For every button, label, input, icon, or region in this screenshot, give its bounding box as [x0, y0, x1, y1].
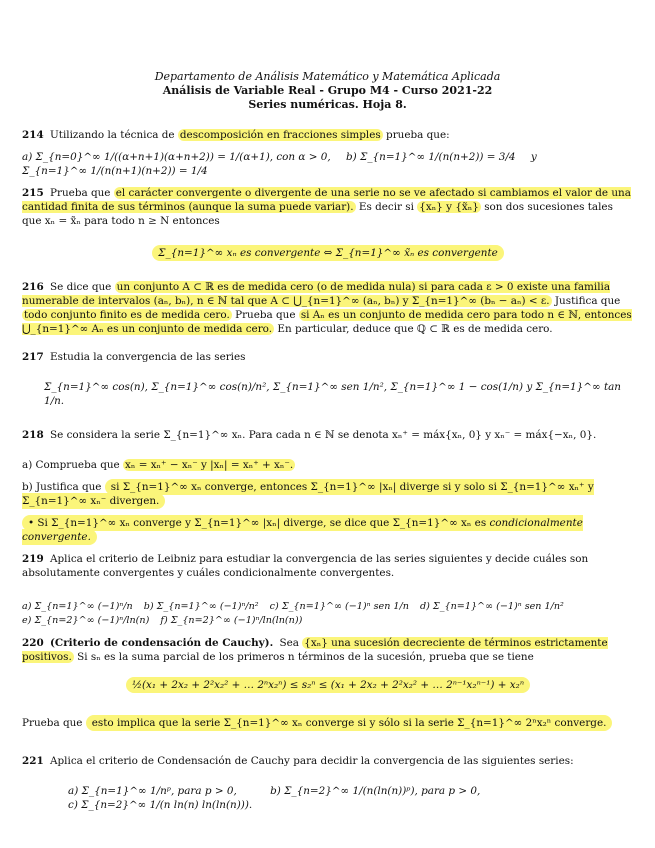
problem-number: 215 — [22, 187, 44, 199]
problem-218 — [22, 428, 634, 442]
problem-219-items — [22, 600, 634, 628]
problem-number: 216 — [22, 281, 44, 293]
text: Aplica el criterio de Condensación de Cauchy para decidir la convergencia de las siguientes series: — [50, 755, 574, 767]
sheet-title: Series numéricas. Hoja 8. — [248, 98, 407, 111]
formula-a: a) Σ_{n=0}^∞ 1/((α+n+1)(α+n+2)) = 1/(α+1), con α > 0, — [22, 151, 331, 163]
item-d: d) Σ_{n=1}^∞ (−1)ⁿ sen 1/n² — [420, 601, 564, 612]
italic-term: condicionalmente convergente. — [22, 517, 583, 543]
problem-title: (Criterio de condensación de Cauchy). — [50, 637, 274, 649]
text: Estudia la convergencia de las series — [50, 351, 246, 363]
course-title: Análisis de Variable Real - Grupo M4 - Curso 2021-22 — [162, 84, 493, 97]
problem-216 — [22, 280, 634, 336]
problem-number: 217 — [22, 351, 44, 363]
item-a: a) Σ_{n=1}^∞ 1/nᵖ, para p > 0, — [68, 785, 237, 797]
highlight: el carácter convergente o divergente de una serie no se ve afectado si cambiamos el valor de una cantidad finita de sus términos (aunque la suma puede variar). — [22, 187, 631, 213]
text: Si sₙ es la suma parcial de los primeros n términos de la sucesión, — [77, 651, 426, 663]
problem-number: 220 — [22, 637, 44, 649]
problem-number: 219 — [22, 553, 44, 565]
highlight: esto implica que la serie Σ_{n=1}^∞ xₙ converge si y sólo si la serie Σ_{n=1}^∞ 2ⁿx₂ⁿ converge. — [86, 715, 613, 731]
text: Se considera la serie Σ_{n=1}^∞ xₙ. Para cada n ∈ ℕ se denota xₙ⁺ = máx{xₙ, 0} y xₙ⁻ = máx{−xₙ, 0}. — [50, 429, 597, 441]
problem-218-c — [22, 516, 634, 544]
highlight: descomposición en fracciones simples — [179, 129, 381, 141]
problem-220-formula — [22, 678, 634, 692]
text: Sea — [279, 637, 299, 649]
text: b) Justifica que — [22, 481, 102, 493]
problem-221-items — [68, 784, 634, 812]
text: Es decir si — [358, 201, 414, 213]
text: Se dice que — [50, 281, 112, 293]
item-b: b) Σ_{n=2}^∞ 1/(n(ln(n))ᵖ), para p > 0, — [270, 785, 481, 797]
highlight: si Aₙ es un conjunto de medida cero para todo n ∈ ℕ, entonces ⋃_{n=1}^∞ Aₙ es un conjunto de medida cero. — [22, 309, 632, 335]
text: son dos sucesiones tales que xₙ = x̃ₙ para todo n ≥ N entonces — [22, 201, 613, 227]
text: Aplica el criterio de Leibniz para estudiar la convergencia de las series siguientes y decide cuáles son absolutamente convergentes y cuáles condicionalmente convergentes. — [22, 553, 589, 579]
text: Utilizando la técnica de — [50, 129, 175, 141]
text: Justifica que — [554, 295, 621, 307]
header — [0, 70, 655, 112]
highlight: {xₙ} y {x̃ₙ} — [419, 201, 479, 213]
text: En particular, deduce que ℚ ⊂ ℝ es de medida cero. — [277, 323, 553, 335]
highlight: xₙ = xₙ⁺ − xₙ⁻ y |xₙ| = xₙ⁺ + xₙ⁻. — [125, 459, 294, 471]
text: a) Comprueba que — [22, 459, 120, 471]
problem-number: 221 — [22, 755, 44, 767]
problem-215 — [22, 186, 634, 228]
formula-c: Σ_{n=1}^∞ 1/(n(n+1)(n+2)) = 1/4 — [22, 165, 208, 177]
highlight: si Σ_{n=1}^∞ xₙ converge, entonces Σ_{n=1}^∞ |xₙ| diverge si y solo si Σ_{n=1}^∞ xₙ⁺ y Σ_{n=1}^∞ xₙ⁻ divergen. — [22, 481, 594, 507]
problem-215-formula — [22, 246, 634, 260]
text: prueba que: — [386, 129, 450, 141]
highlight: un conjunto A ⊂ ℝ es de medida cero (o de medida nula) si para cada ε > 0 existe una familia numerable de intervalos (aₙ, bₙ), n ∈ ℕ tal que A ⊂ ⋃_{n=1}^∞ (aₙ, bₙ) y Σ_{n=1}^∞ (bₙ − aₙ) < ε. — [22, 281, 611, 307]
text: Prueba que — [50, 187, 111, 199]
text: prueba que se tiene — [429, 651, 534, 663]
problem-214-formulas — [22, 150, 634, 178]
highlight: {xₙ} una sucesión decreciente de términos estrictamente positivos. — [22, 637, 608, 663]
highlight-formula: ½(x₁ + 2x₂ + 2²x₂² + … 2ⁿx₂ⁿ) ≤ s₂ⁿ ≤ (x₁ + 2x₂ + 2²x₂² + … 2ⁿ⁻¹x₂ⁿ⁻¹) + x₂ⁿ — [126, 677, 530, 693]
item-f: f) Σ_{n=2}^∞ (−1)ⁿ/ln(ln(n)) — [160, 615, 303, 626]
item-c: c) Σ_{n=2}^∞ 1/(n ln(n) ln(ln(n))). — [68, 799, 253, 811]
highlight: todo conjunto finito es de medida cero. — [24, 309, 230, 321]
item-a: a) Σ_{n=1}^∞ (−1)ⁿ/n — [22, 601, 133, 612]
highlight — [22, 515, 583, 545]
item-b: b) Σ_{n=1}^∞ (−1)ⁿ/n² — [143, 601, 259, 612]
text: Prueba que — [22, 717, 83, 729]
item-c: c) Σ_{n=1}^∞ (−1)ⁿ sen 1/n — [269, 601, 409, 612]
problem-220 — [22, 636, 634, 664]
problem-219 — [22, 552, 634, 580]
text: • Si Σ_{n=1}^∞ xₙ converge y Σ_{n=1}^∞ |xₙ| diverge, se dice que Σ_{n=1}^∞ xₙ es — [28, 517, 487, 529]
problem-218-a — [22, 458, 634, 472]
problem-217-formula: Σ_{n=1}^∞ cos(n), Σ_{n=1}^∞ cos(n)/n², Σ_{n=1}^∞ sen 1/n², Σ_{n=1}^∞ 1 − cos(1/n) y Σ_{n=1}^∞ tan 1/n. — [44, 381, 621, 407]
problem-220-tail — [22, 716, 634, 730]
problem-218-b — [22, 480, 634, 508]
problem-221 — [22, 754, 634, 768]
problem-217 — [22, 350, 634, 364]
department: Departamento de Análisis Matemático y Matemática Aplicada — [154, 70, 501, 83]
connector: y — [530, 151, 537, 163]
problem-214 — [22, 128, 634, 142]
problem-number: 214 — [22, 129, 44, 141]
formula-b: b) Σ_{n=1}^∞ 1/(n(n+2)) = 3/4 — [345, 151, 516, 163]
item-e: e) Σ_{n=2}^∞ (−1)ⁿ/ln(n) — [22, 615, 150, 626]
problem-number: 218 — [22, 429, 44, 441]
highlight-formula: Σ_{n=1}^∞ xₙ es convergente ⇔ Σ_{n=1}^∞ x̃ₙ es convergente — [152, 245, 504, 261]
text: Prueba que — [235, 309, 296, 321]
